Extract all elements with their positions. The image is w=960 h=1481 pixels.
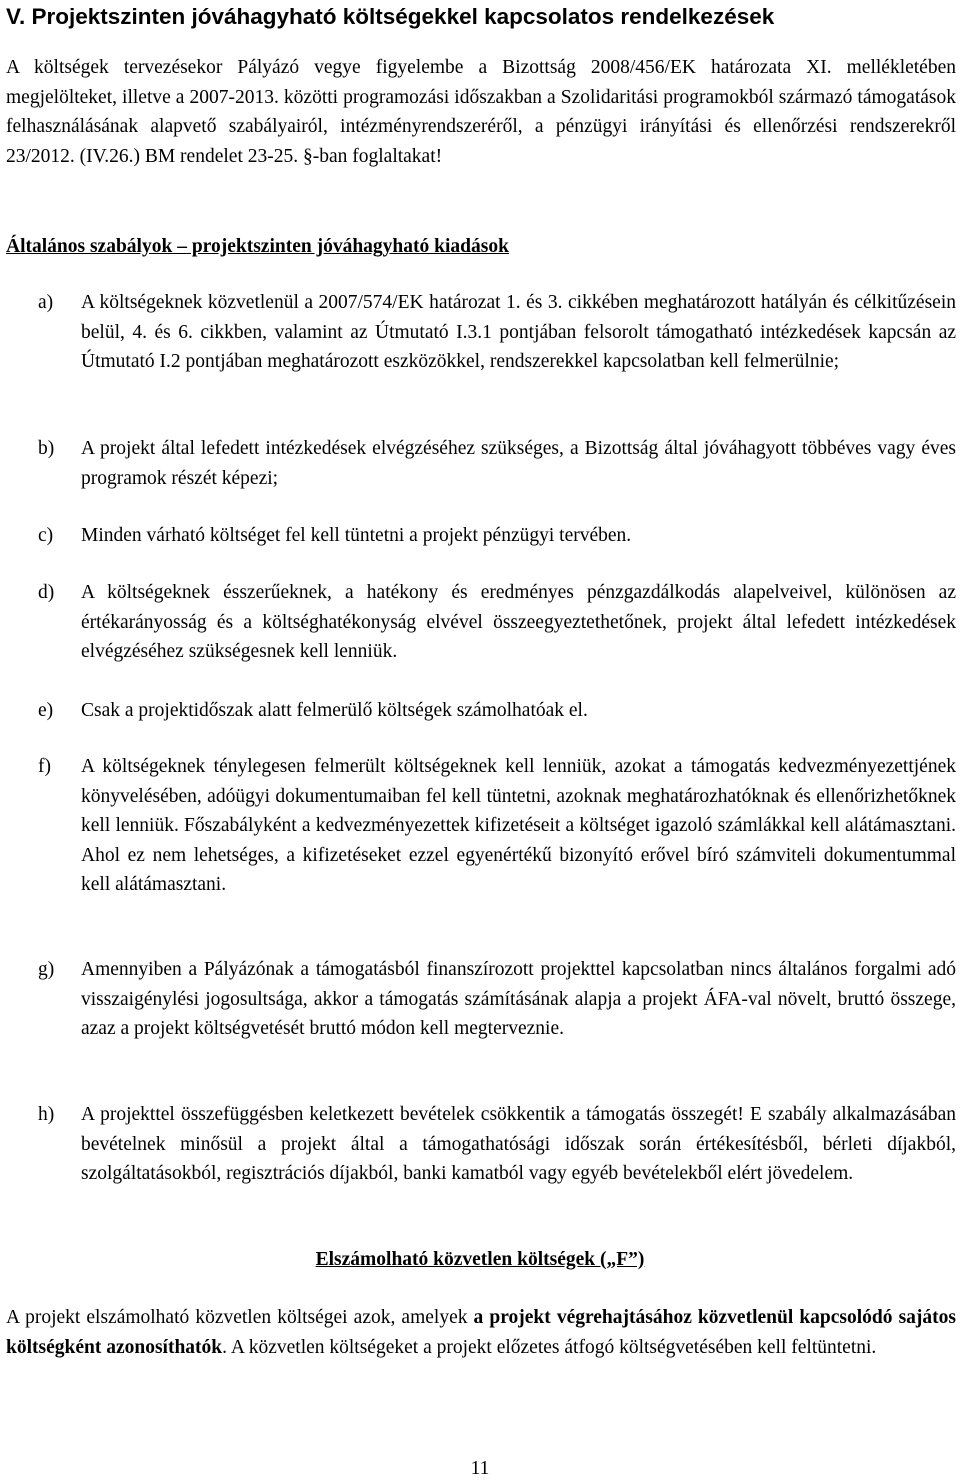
rule-item-a — [38, 288, 956, 377]
direct-costs-text-bold: a projekt végrehajtásához közvetlenül kapcsolódó sajátos költségként azonosíthatók — [6, 1307, 957, 1358]
page-number: 11 — [470, 1458, 490, 1479]
rule-item-e — [38, 696, 956, 726]
rule-label: d) — [38, 582, 55, 603]
rule-label: c) — [38, 525, 54, 546]
rule-label: b) — [38, 438, 55, 459]
rule-item-f — [38, 752, 956, 900]
rule-text: A projekt által lefedett intézkedések elvégzéséhez szükséges, a Bizottság által jóváhagyott többéves vagy éves programok részét képezi; — [81, 438, 956, 489]
rule-item-h — [38, 1100, 956, 1189]
rule-text: Csak a projektidőszak alatt felmerülő költségek számolhatóak el. — [81, 700, 588, 721]
direct-costs-text-1: A projekt elszámolható közvetlen költségei azok, amelyek — [6, 1307, 474, 1328]
rule-text: A projekttel összefüggésben keletkezett bevételek csökkentik a támogatás összegét! E szabály alkalmazásában bevételnek minősül a projekt által a támogathatósági időszak során értékesítésből, bérleti díjakból, szolgáltatásokból, regisztrációs díjakból, banki kamatból vagy egyéb bevételekből elért jövedelem. — [81, 1104, 956, 1184]
rule-text: Minden várható költséget fel kell tüntetni a projekt pénzügyi tervében. — [81, 525, 632, 546]
rule-item-c — [38, 521, 956, 551]
rule-label: h) — [38, 1104, 55, 1125]
rule-text: A költségeknek ésszerűeknek, a hatékony és eredményes pénzgazdálkodás alapelveivel, különösen az értékarányosság és a költséghatékonyság elvével összeegyeztethetőnek, projekt által lefedett intézkedések elvégzéséhez szükségesnek kell lenniük. — [81, 582, 956, 662]
rule-label: g) — [38, 959, 55, 980]
rule-item-d — [38, 578, 956, 667]
rule-item-g — [38, 955, 956, 1044]
general-rules-heading: Általános szabályok – projektszinten jóváhagyható kiadások — [6, 236, 509, 257]
direct-costs-text-2: . A közvetlen költségeket a projekt előzetes átfogó költségvetésében kell feltüntetni. — [222, 1336, 877, 1358]
rule-text: A költségeknek közvetlenül a 2007/574/EK határozat 1. és 3. cikkében meghatározott hatályán és célkitűzésein belül, 4. és 6. cikkben, valamint az Útmutató I.3.1 pontjában felsorolt támogatható intézkedések kapcsán az Útmutató I.2 pontjában meghatározott eszközökkel, rendszerekkel kapcsolatban kell felmerülnie; — [81, 292, 956, 372]
rule-text: A költségeknek ténylegesen felmerült költségeknek kell lenniük, azokat a támogatás kedvezményezettjének könyvelésében, adóügyi dokumentumaiban fel kell tüntetni, azoknak meghatározhatóknak és ellenőrizhetőknek kell lenniük. Főszabályként a kedvezményezettek kifizetéseit a költséget igazoló számlákkal kell alátámasztani. Ahol ez nem lehetséges, a kifizetéseket ezzel egyenértékű bizonyító erővel bíró számviteli dokumentummal kell alátámasztani. — [81, 756, 956, 895]
chapter-title: V. Projektszinten jóváhagyható költségekkel kapcsolatos rendelkezések — [6, 4, 775, 29]
direct-costs-paragraph — [6, 1303, 956, 1362]
direct-costs-heading: Elszámolható közvetlen költségek („F”) — [315, 1249, 645, 1270]
rule-label: f) — [38, 756, 51, 777]
rule-text: Amennyiben a Pályázónak a támogatásból finanszírozott projekttel kapcsolatban nincs általános forgalmi adó visszaigénylési jogosultsága, akkor a támogatás számításának alapja a projekt ÁFA-val növelt, bruttó összege, azaz a projekt költségvetését bruttó módon kell megterveznie. — [81, 959, 956, 1039]
rule-item-b — [38, 434, 956, 493]
rule-label: e) — [38, 700, 54, 721]
rule-label: a) — [38, 292, 54, 313]
intro-paragraph: A költségek tervezésekor Pályázó vegye figyelembe a Bizottság 2008/456/EK határozata XI. mellékletében megjelölteket, illetve a 2007-2013. közötti programozási időszakban a Szolidaritási programokból származó támogatások felhasználásának alapvető szabályairól, intézményrendszeréről, a pénzügyi irányítási és ellenőrzési rendszerekről 23/2012. (IV.26.) BM rendelet 23-25. §-ban foglaltakat! — [6, 57, 956, 167]
